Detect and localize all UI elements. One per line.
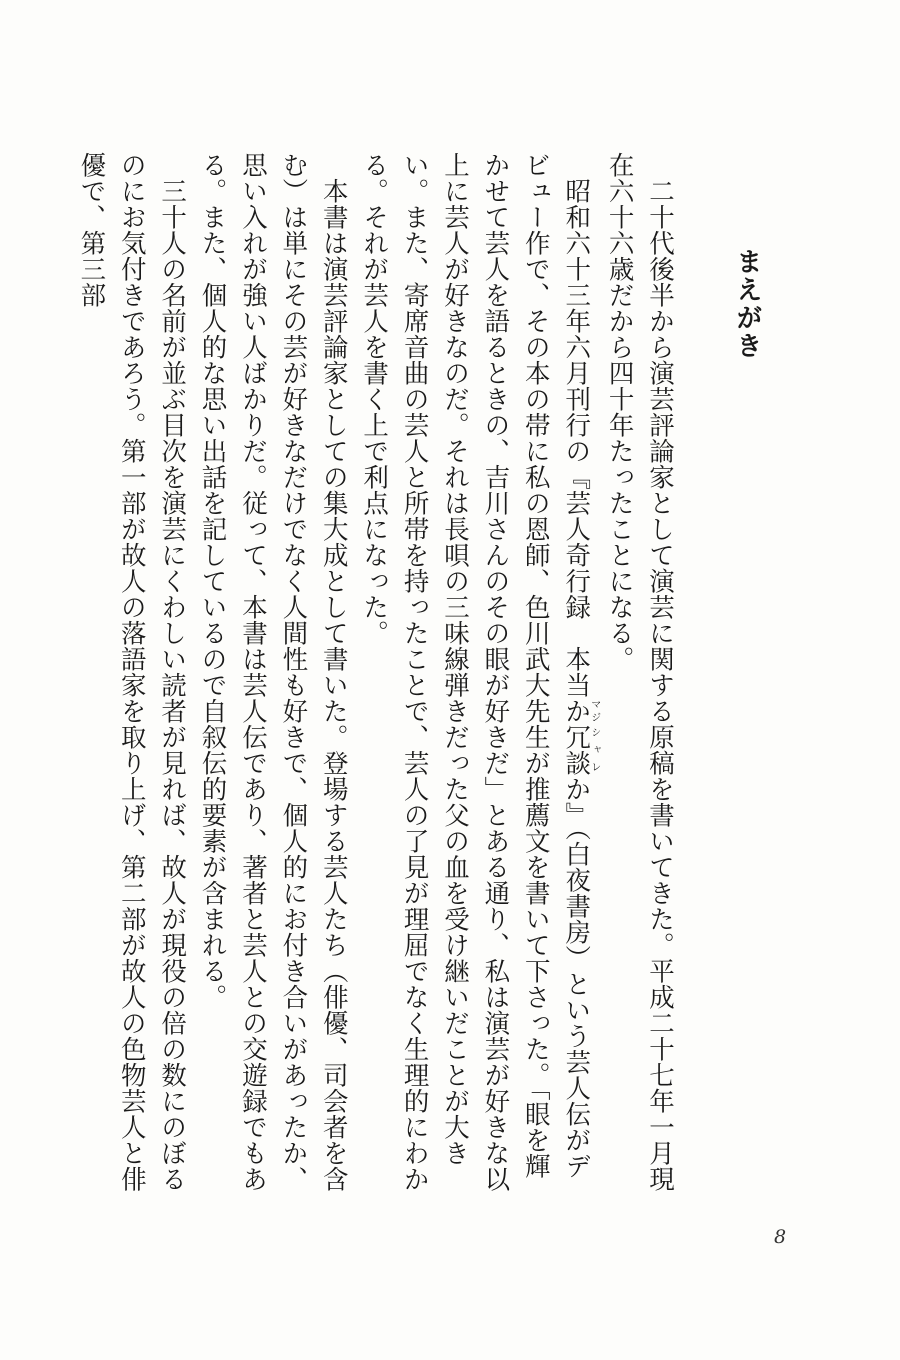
ruby-annotation: かマジ xyxy=(561,697,600,724)
body-text xyxy=(71,152,680,1192)
text-run: 二十代後半から演芸評論家として演芸に関する原稿を書いてきた。平成二十七年一月現在六十六歳だから四十年たったことになる。 xyxy=(604,152,675,1192)
paragraph xyxy=(599,152,680,1192)
ruby-annotation: 冗談シャレ xyxy=(561,723,600,776)
paragraph xyxy=(192,152,354,1192)
text-run: 昭和六十三年六月刊行の『芸人奇行録 本当 xyxy=(561,177,592,698)
text-run: か』（白夜書房）という芸人伝がデビュー作で、その本の帯に私の恩師、色川武大先生が推薦文を書いて下さった。「眼を輝かせて芸人を語るときの、吉川さんのその眼が好きだ」とある通り、私は演芸が好きな以上に芸人が好きなのだ。それは長唄の三味線弾きだった父の血を受け継いだことが大きい。また、寄席音曲の芸人と所帯を持ったことで、芸人の了見が理屈でなく生理的にわかる。それが芸人を書く上で利点になった。 xyxy=(359,152,592,1192)
page-title: まえがき xyxy=(732,248,762,360)
text-run: 三十人の名前が並ぶ目次を演芸にくわしい読者が見れば、故人が現役の倍の数にのぼるのにお気付きであろう。第一部が故人の落語家を取り上げ、第二部が故人の色物芸人と俳優で、第三部 xyxy=(76,152,188,1192)
page-number: 8 xyxy=(774,1226,787,1248)
paragraph xyxy=(354,152,599,1192)
paragraph xyxy=(71,152,192,1192)
text-run: 本書は演芸評論家としての集大成として書いた。登場する芸人たち（俳優、司会者を含む）は単にその芸が好きなだけでなく人間性も好きで、個人的にお付き合いがあったか、思い入れが強い人ばかりだ。従って、本書は芸人伝であり、著者と芸人との交遊録でもある。また、個人的な思い出話を記しているので自叙伝的要素が含まれる。 xyxy=(197,152,349,1192)
ruby-reading: シャレ xyxy=(588,723,600,776)
ruby-reading: マジ xyxy=(588,697,600,724)
